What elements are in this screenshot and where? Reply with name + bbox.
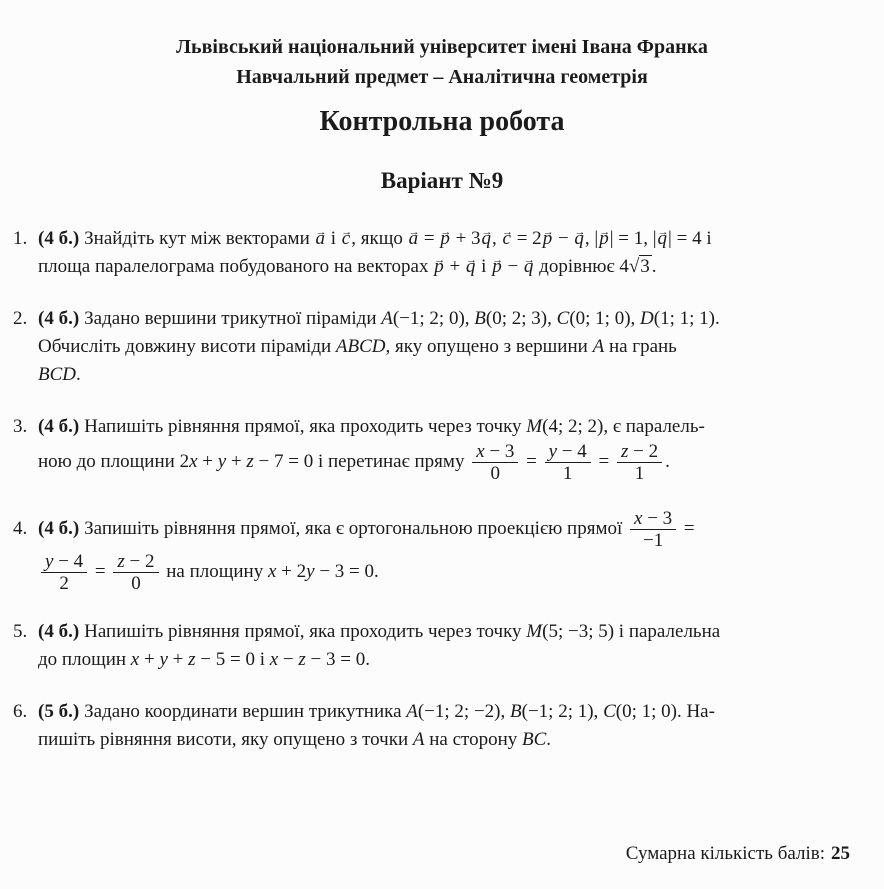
- vector-p: p →: [433, 253, 445, 281]
- text-segment: (0; 2; 3),: [485, 308, 557, 329]
- footer-total-label: Сумарна кількість балів:: [625, 843, 825, 864]
- header-university: Львівський національний університет імені Івана Франка: [176, 36, 708, 58]
- problems-list: [0, 225, 884, 754]
- math-var: BC: [522, 729, 547, 750]
- vector-p: p →: [439, 225, 451, 253]
- problem-3: [13, 413, 864, 484]
- text-segment: (−1; 2; −2),: [417, 701, 511, 722]
- text-segment: +: [444, 256, 465, 277]
- fraction-denominator: [41, 573, 87, 594]
- vector-q: q →: [657, 225, 669, 253]
- problem-body: [13, 698, 864, 754]
- math-var: z: [117, 551, 125, 572]
- fraction-numerator: [113, 551, 158, 573]
- text-segment: − 3 = 0.: [305, 649, 370, 670]
- text-segment: =: [679, 517, 695, 539]
- problem-line: [38, 441, 864, 484]
- text-segment: , якщо: [351, 228, 408, 249]
- vector-c: c →: [502, 225, 512, 253]
- math-var: M: [526, 416, 543, 437]
- text-segment: +: [167, 649, 189, 670]
- vector-a: a →: [315, 225, 327, 253]
- problem-line: [38, 726, 864, 754]
- text-segment: .: [546, 729, 552, 750]
- vector-q: q →: [481, 225, 493, 253]
- text-segment: − 3: [642, 508, 673, 529]
- math-var: B: [474, 308, 486, 329]
- text-segment: ,: [492, 228, 502, 249]
- text-segment: − 3: [484, 441, 515, 462]
- text-segment: + 2: [276, 560, 307, 582]
- text-segment: ною до площини 2: [38, 450, 190, 472]
- fraction: [472, 441, 518, 484]
- text-segment: .: [76, 364, 81, 385]
- text-segment: (−1; 2; 1),: [521, 701, 604, 722]
- problem-number: 5.: [13, 621, 28, 642]
- problem-2: [13, 305, 864, 389]
- header-subject: Навчальний предмет – Аналітична геометрія: [236, 66, 648, 88]
- text-segment: дорівнює 4: [534, 256, 629, 277]
- problem-body: [13, 225, 864, 281]
- text-segment: площа паралелограма побудованого на векторах: [38, 256, 434, 277]
- problem-line: [38, 646, 864, 674]
- text-segment: до площин: [38, 649, 131, 670]
- math-var: y: [159, 649, 168, 670]
- problem-number: 2.: [13, 308, 28, 329]
- problem-body: [13, 413, 864, 484]
- fraction: [41, 551, 87, 594]
- text-segment: =: [90, 560, 111, 582]
- text-segment: 1: [562, 463, 573, 484]
- vector-q: q →: [573, 225, 585, 253]
- vector-q: q →: [465, 253, 477, 281]
- problem-number: 6.: [13, 701, 28, 722]
- problem-line: [13, 225, 864, 253]
- math-var: ABCD: [335, 336, 386, 357]
- fraction-denominator: [545, 463, 591, 484]
- math-var: y: [306, 560, 315, 582]
- text-segment: на площину: [161, 560, 268, 582]
- problem-1: [13, 225, 864, 281]
- text-segment: 2: [59, 573, 69, 594]
- problem-number: 4.: [13, 517, 28, 539]
- radicand: 3: [640, 256, 650, 277]
- text-segment: −: [278, 649, 299, 670]
- fraction-numerator: [545, 441, 591, 463]
- text-segment: (0; 1; 0). На-: [615, 701, 715, 722]
- text-segment: = 2: [511, 228, 542, 249]
- math-var: x: [189, 450, 198, 472]
- problem-5: [13, 618, 864, 674]
- problem-line: [13, 698, 864, 726]
- fraction-denominator: [617, 463, 662, 484]
- vector-p: p →: [542, 225, 554, 253]
- text-segment: Напишіть рівняння прямої, яка проходить через точку: [84, 621, 527, 642]
- text-segment: і: [476, 256, 492, 277]
- points-label: (5 б.): [38, 701, 80, 722]
- points-label: (4 б.): [38, 308, 80, 329]
- text-segment: 0: [131, 573, 141, 594]
- math-var: x: [130, 649, 140, 670]
- problem-line: [13, 618, 864, 646]
- fraction-numerator: [617, 441, 662, 463]
- text-segment: | = 4 і: [668, 228, 712, 249]
- fraction: [545, 441, 591, 484]
- text-segment: | = 1, |: [609, 228, 657, 249]
- problem-line: [38, 551, 864, 594]
- text-segment: − 4: [557, 441, 587, 462]
- math-var: x: [476, 441, 485, 462]
- footer-total-value: 25: [831, 843, 850, 864]
- text-segment: пишіть рівняння висоти, яку опущено з точки: [38, 729, 413, 750]
- points-label: (4 б.): [38, 416, 80, 437]
- square-root: [629, 253, 652, 281]
- math-var: x: [267, 560, 277, 582]
- text-segment: − 7 = 0 і перетинає пряму: [253, 450, 470, 472]
- problem-body: [13, 305, 864, 389]
- vector-q: q →: [523, 253, 535, 281]
- problem-6: [13, 698, 864, 754]
- text-segment: .: [665, 450, 670, 472]
- text-segment: 0: [490, 463, 501, 484]
- vector-a: a →: [408, 225, 420, 253]
- math-var: B: [510, 701, 522, 722]
- math-var: A: [406, 701, 418, 722]
- fraction-numerator: [630, 508, 676, 530]
- math-var: D: [640, 308, 654, 329]
- problem-body: [13, 618, 864, 674]
- problem-number: 1.: [13, 228, 28, 249]
- problem-line: [13, 413, 864, 441]
- text-segment: − 2: [628, 441, 659, 462]
- text-segment: + 3: [450, 228, 481, 249]
- math-var: z: [620, 441, 629, 462]
- math-var: A: [381, 308, 393, 329]
- text-segment: (0; 1; 0),: [569, 308, 641, 329]
- text-segment: на сторону: [424, 729, 522, 750]
- text-segment: (−1; 2; 0),: [392, 308, 475, 329]
- text-segment: Запишіть рівняння прямої, яка є ортогональною проекцією прямої: [84, 517, 628, 539]
- vector-p: p →: [598, 225, 610, 253]
- text-segment: Обчисліть довжину висоти піраміди: [38, 336, 336, 357]
- radical-sign: √: [628, 256, 640, 277]
- text-segment: Задано вершини трикутної піраміди: [84, 308, 382, 329]
- fraction-denominator: [630, 530, 676, 551]
- math-var: z: [246, 450, 254, 472]
- points-label: (4 б.): [38, 228, 80, 249]
- problem-number: 3.: [13, 416, 28, 437]
- text-segment: +: [197, 450, 218, 472]
- text-segment: 1: [634, 463, 645, 484]
- math-var: y: [548, 441, 558, 462]
- problem-line: [13, 305, 864, 333]
- vector-p: p →: [491, 253, 503, 281]
- problem-line: [13, 508, 864, 551]
- fraction: [113, 551, 158, 594]
- fraction-denominator: [113, 573, 158, 594]
- math-var: C: [556, 308, 570, 329]
- text-segment: =: [521, 450, 542, 472]
- text-segment: .: [651, 256, 657, 277]
- problem-line: [38, 253, 864, 281]
- problem-body: [13, 508, 864, 594]
- text-segment: (4; 2; 2), є паралель-: [542, 416, 705, 437]
- text-segment: =: [593, 450, 614, 472]
- text-segment: , |: [584, 228, 599, 249]
- page-title: Контрольна робота: [319, 106, 565, 137]
- problem-4: [13, 508, 864, 594]
- math-var: x: [269, 649, 279, 670]
- points-label: (4 б.): [38, 517, 80, 539]
- text-segment: (5; −3; 5) і паралельна: [542, 621, 721, 642]
- text-segment: − 4: [53, 551, 84, 572]
- text-segment: , яку опущено з вершини: [385, 336, 593, 357]
- fraction: [630, 508, 676, 551]
- text-segment: і: [326, 228, 341, 249]
- text-segment: − 5 = 0 і: [195, 649, 270, 670]
- problem-line: [38, 361, 864, 389]
- fraction-denominator: [472, 463, 518, 484]
- math-var: M: [526, 621, 543, 642]
- math-var: x: [634, 508, 643, 529]
- fraction-numerator: [472, 441, 518, 463]
- text-segment: − 2: [124, 551, 155, 572]
- text-segment: Знайдіть кут між векторами: [84, 228, 315, 249]
- math-var: z: [188, 649, 196, 670]
- problem-line: [38, 333, 864, 361]
- math-var: BCD: [38, 364, 76, 385]
- math-var: y: [45, 551, 54, 572]
- math-var: y: [217, 450, 227, 472]
- math-var: z: [298, 649, 306, 670]
- text-segment: на грань: [604, 336, 677, 357]
- text-segment: +: [139, 649, 160, 670]
- math-var: A: [592, 336, 605, 357]
- variant-title: Варіант №9: [380, 168, 504, 193]
- fraction: [617, 441, 662, 484]
- text-segment: Задано координати вершин трикутника: [84, 701, 407, 722]
- vector-c: c →: [341, 225, 351, 253]
- text-segment: (1; 1; 1).: [653, 308, 720, 329]
- text-segment: Напишіть рівняння прямої, яка проходить через точку: [84, 416, 527, 437]
- text-segment: −: [553, 228, 574, 249]
- text-segment: −1: [642, 530, 664, 551]
- points-label: (4 б.): [38, 621, 80, 642]
- text-segment: +: [226, 450, 247, 472]
- text-segment: −: [502, 256, 523, 277]
- fraction-numerator: [41, 551, 87, 573]
- math-var: A: [412, 729, 425, 750]
- math-var: C: [603, 701, 616, 722]
- text-segment: =: [419, 228, 440, 249]
- text-segment: − 3 = 0.: [314, 560, 379, 582]
- footer-total: [626, 843, 850, 865]
